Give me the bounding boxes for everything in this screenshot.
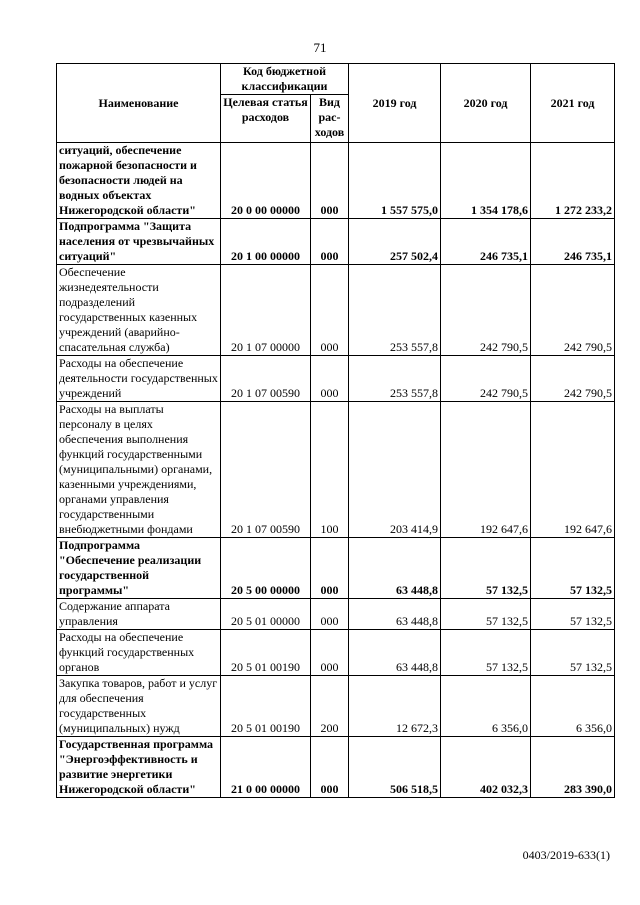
row-value-2019: 12 672,3 [349, 676, 441, 737]
header-name: Наименование [57, 64, 221, 143]
row-value-2019: 63 448,8 [349, 538, 441, 599]
row-target-article: 20 1 07 00000 [221, 265, 311, 356]
row-value-2019: 203 414,9 [349, 402, 441, 538]
row-target-article: 20 1 00 00000 [221, 219, 311, 265]
document-code: 0403/2019-633(1) [522, 848, 610, 862]
row-value-2020: 6 356,0 [441, 676, 531, 737]
row-value-2020: 57 132,5 [441, 538, 531, 599]
row-value-2019: 63 448,8 [349, 599, 441, 630]
table-header [57, 64, 615, 143]
row-expense-type: 000 [311, 630, 349, 676]
row-target-article: 20 5 01 00190 [221, 630, 311, 676]
header-target-article: Целевая статья расходов [221, 95, 311, 143]
table-row [57, 143, 615, 219]
row-name: Расходы на обеспечение функций государственных органов [57, 630, 221, 676]
row-value-2021: 1 272 233,2 [531, 143, 615, 219]
table-row [57, 356, 615, 402]
row-expense-type: 000 [311, 356, 349, 402]
row-value-2020: 402 032,3 [441, 737, 531, 798]
budget-table [56, 63, 615, 798]
row-value-2019: 63 448,8 [349, 630, 441, 676]
row-value-2021: 57 132,5 [531, 630, 615, 676]
table-row [57, 538, 615, 599]
row-expense-type: 000 [311, 599, 349, 630]
header-year-2019: 2019 год [349, 64, 441, 143]
row-target-article: 20 1 07 00590 [221, 356, 311, 402]
row-expense-type: 000 [311, 219, 349, 265]
row-value-2021: 246 735,1 [531, 219, 615, 265]
row-expense-type: 200 [311, 676, 349, 737]
row-value-2020: 242 790,5 [441, 265, 531, 356]
row-value-2021: 242 790,5 [531, 356, 615, 402]
row-value-2020: 1 354 178,6 [441, 143, 531, 219]
table-body [57, 143, 615, 798]
row-value-2021: 242 790,5 [531, 265, 615, 356]
row-target-article: 20 0 00 00000 [221, 143, 311, 219]
row-name: Закупка товаров, работ и услуг для обеспечения государственных (муниципальных) нужд [57, 676, 221, 737]
row-target-article: 20 1 07 00590 [221, 402, 311, 538]
table-row [57, 630, 615, 676]
row-value-2020: 57 132,5 [441, 599, 531, 630]
row-value-2020: 192 647,6 [441, 402, 531, 538]
row-expense-type: 000 [311, 737, 349, 798]
table-row [57, 599, 615, 630]
row-value-2019: 257 502,4 [349, 219, 441, 265]
row-target-article: 20 5 01 00000 [221, 599, 311, 630]
row-value-2019: 253 557,8 [349, 356, 441, 402]
row-target-article: 20 5 00 00000 [221, 538, 311, 599]
header-year-2020: 2020 год [441, 64, 531, 143]
row-value-2020: 57 132,5 [441, 630, 531, 676]
table-row [57, 402, 615, 538]
row-name: Содержание аппарата управления [57, 599, 221, 630]
table-row [57, 219, 615, 265]
row-name: Подпрограмма "Защита населения от чрезвычайных ситуаций" [57, 219, 221, 265]
row-name: Подпрограмма "Обеспечение реализации государственной программы" [57, 538, 221, 599]
row-expense-type: 000 [311, 265, 349, 356]
row-value-2021: 283 390,0 [531, 737, 615, 798]
row-value-2019: 253 557,8 [349, 265, 441, 356]
row-target-article: 21 0 00 00000 [221, 737, 311, 798]
row-name: Расходы на выплаты персоналу в целях обеспечения выполнения функций государственными (муниципальными) органами, казенными учреждениями, органами управления государственными внебюджетными фондами [57, 402, 221, 538]
row-value-2020: 242 790,5 [441, 356, 531, 402]
row-value-2021: 192 647,6 [531, 402, 615, 538]
row-value-2021: 57 132,5 [531, 538, 615, 599]
row-value-2021: 6 356,0 [531, 676, 615, 737]
row-name: Государственная программа "Энергоэффективность и развитие энергетики Нижегородской области" [57, 737, 221, 798]
row-value-2020: 246 735,1 [441, 219, 531, 265]
row-value-2021: 57 132,5 [531, 599, 615, 630]
row-expense-type: 000 [311, 538, 349, 599]
row-value-2019: 506 518,5 [349, 737, 441, 798]
table-row [57, 676, 615, 737]
row-name: ситуаций, обеспечение пожарной безопасности и безопасности людей на водных объектах Нижегородской области" [57, 143, 221, 219]
table-row [57, 265, 615, 356]
page-number: 71 [313, 40, 327, 55]
table-row [57, 737, 615, 798]
row-value-2019: 1 557 575,0 [349, 143, 441, 219]
header-year-2021: 2021 год [531, 64, 615, 143]
header-code-group: Код бюджетной классификации [221, 64, 349, 95]
header-expense-type: Вид рас-ходов [311, 95, 349, 143]
row-name: Расходы на обеспечение деятельности государственных учреждений [57, 356, 221, 402]
row-name: Обеспечение жизнедеятельности подразделений государственных казенных учреждений (аварийно-спасательная служба) [57, 265, 221, 356]
row-expense-type: 100 [311, 402, 349, 538]
row-expense-type: 000 [311, 143, 349, 219]
row-target-article: 20 5 01 00190 [221, 676, 311, 737]
